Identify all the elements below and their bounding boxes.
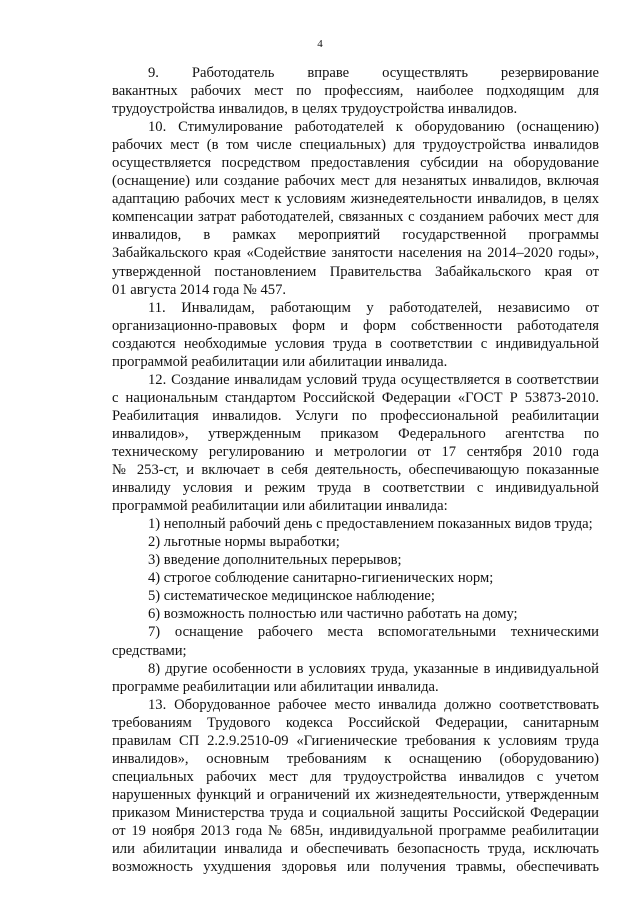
document-body	[112, 64, 599, 876]
text-line: программе реабилитации или абилитации инвалида.	[112, 678, 439, 695]
text-line: 11. Инвалидам, работающим у работодателей, независимо от	[148, 299, 599, 316]
text-line: 4) строгое соблюдение санитарно-гигиенических норм;	[148, 570, 494, 587]
text-line: № 253-ст, и включает в себя деятельность, обеспечивающую показанные	[112, 462, 599, 479]
text-line: с национальным стандартом Российской Федерации «ГОСТ Р 53873-2010.	[112, 389, 599, 406]
text-line: 6) возможность полностью или частично работать на дому;	[148, 606, 518, 623]
text-line: или абилитации инвалида и обеспечивать безопасность труда, исключать	[112, 841, 599, 858]
text-line: средствами;	[112, 642, 187, 659]
text-line: трудоустройства инвалидов, в целях трудоустройства инвалидов.	[112, 101, 518, 118]
text-line: 7) оснащение рабочего места вспомогательными техническими	[148, 624, 599, 641]
text-line: специальных рабочих мест для трудоустройства инвалидов с учетом	[112, 768, 599, 785]
text-line: Забайкальского края «Содействие занятости населения на 2014–2020 годы»,	[112, 245, 599, 262]
text-line: инвалиду условия и режим труда в соответствии с индивидуальной	[112, 480, 599, 497]
text-line: рабочих мест (в том числе специальных) для трудоустройства инвалидов	[112, 137, 599, 154]
text-line: правилам СП 2.2.9.2510-09 «Гигиенические требования к условиям труда	[112, 732, 599, 749]
text-line: 8) другие особенности в условиях труда, указанные в индивидуальной	[148, 660, 599, 677]
text-line: программой реабилитации или абилитации инвалида.	[112, 353, 448, 370]
text-line: техническому регулированию и метрологии от 17 сентября 2010 года	[112, 443, 599, 460]
text-line: возможность ухудшения здоровья или получения травмы, обеспечивать	[112, 859, 599, 876]
text-line: 13. Оборудованное рабочее место инвалида должно соответствовать	[148, 696, 599, 713]
text-line: от 19 ноября 2013 года № 685н, индивидуальной программе реабилитации	[112, 822, 599, 839]
text-line: инвалидов», утвержденным приказом Федерального агентства по	[112, 425, 599, 442]
text-line: 2) льготные нормы выработки;	[148, 534, 340, 551]
page-number: 4	[317, 38, 323, 50]
text-line: Реабилитация инвалидов. Услуги по профессиональной реабилитации	[112, 407, 599, 424]
text-line: 01 августа 2014 года № 457.	[112, 281, 287, 298]
text-line: организационно-правовых форм и форм собственности работодателя	[112, 317, 599, 334]
text-line: вакантных рабочих мест по профессиям, наиболее подходящим для	[112, 83, 599, 100]
text-line: приказом Министерства труда и социальной защиты Российской Федерации	[112, 804, 599, 821]
text-line: осуществляется посредством предоставления субсидии на оборудование	[112, 155, 599, 172]
text-line: инвалидов, в рамках мероприятий государственной программы	[112, 227, 599, 244]
text-line: нарушенных функций и ограничений их жизнедеятельности, утвержденным	[112, 786, 599, 803]
text-line: утвержденной постановлением Правительства Забайкальского края от	[112, 263, 599, 280]
text-line: 3) введение дополнительных перерывов;	[148, 552, 402, 569]
text-line: (оснащение) или создание рабочих мест для незанятых инвалидов, включая	[112, 173, 599, 190]
text-line: компенсации затрат работодателей, связанных с созданием рабочих мест для	[112, 209, 599, 226]
text-line: адаптацию рабочих мест к условиям жизнедеятельности инвалидов, в целях	[112, 191, 599, 208]
text-line: создаются необходимые условия труда в соответствии с индивидуальной	[112, 335, 599, 352]
text-line: требованиям Трудового кодекса Российской Федерации, санитарным	[112, 714, 599, 731]
text-line: инвалидов», основным требованиям к оснащению (оборудованию)	[112, 750, 599, 767]
text-line: 5) систематическое медицинское наблюдение;	[148, 588, 435, 605]
text-line: 10. Стимулирование работодателей к оборудованию (оснащению)	[148, 119, 599, 136]
text-line: 1) неполный рабочий день с предоставлением показанных видов труда;	[148, 516, 593, 533]
text-line: 12. Создание инвалидам условий труда осуществляется в соответствии	[148, 371, 599, 388]
text-line: 9. Работодатель вправе осуществлять резервирование	[148, 65, 599, 81]
text-line: программой реабилитации или абилитации инвалида:	[112, 498, 448, 515]
